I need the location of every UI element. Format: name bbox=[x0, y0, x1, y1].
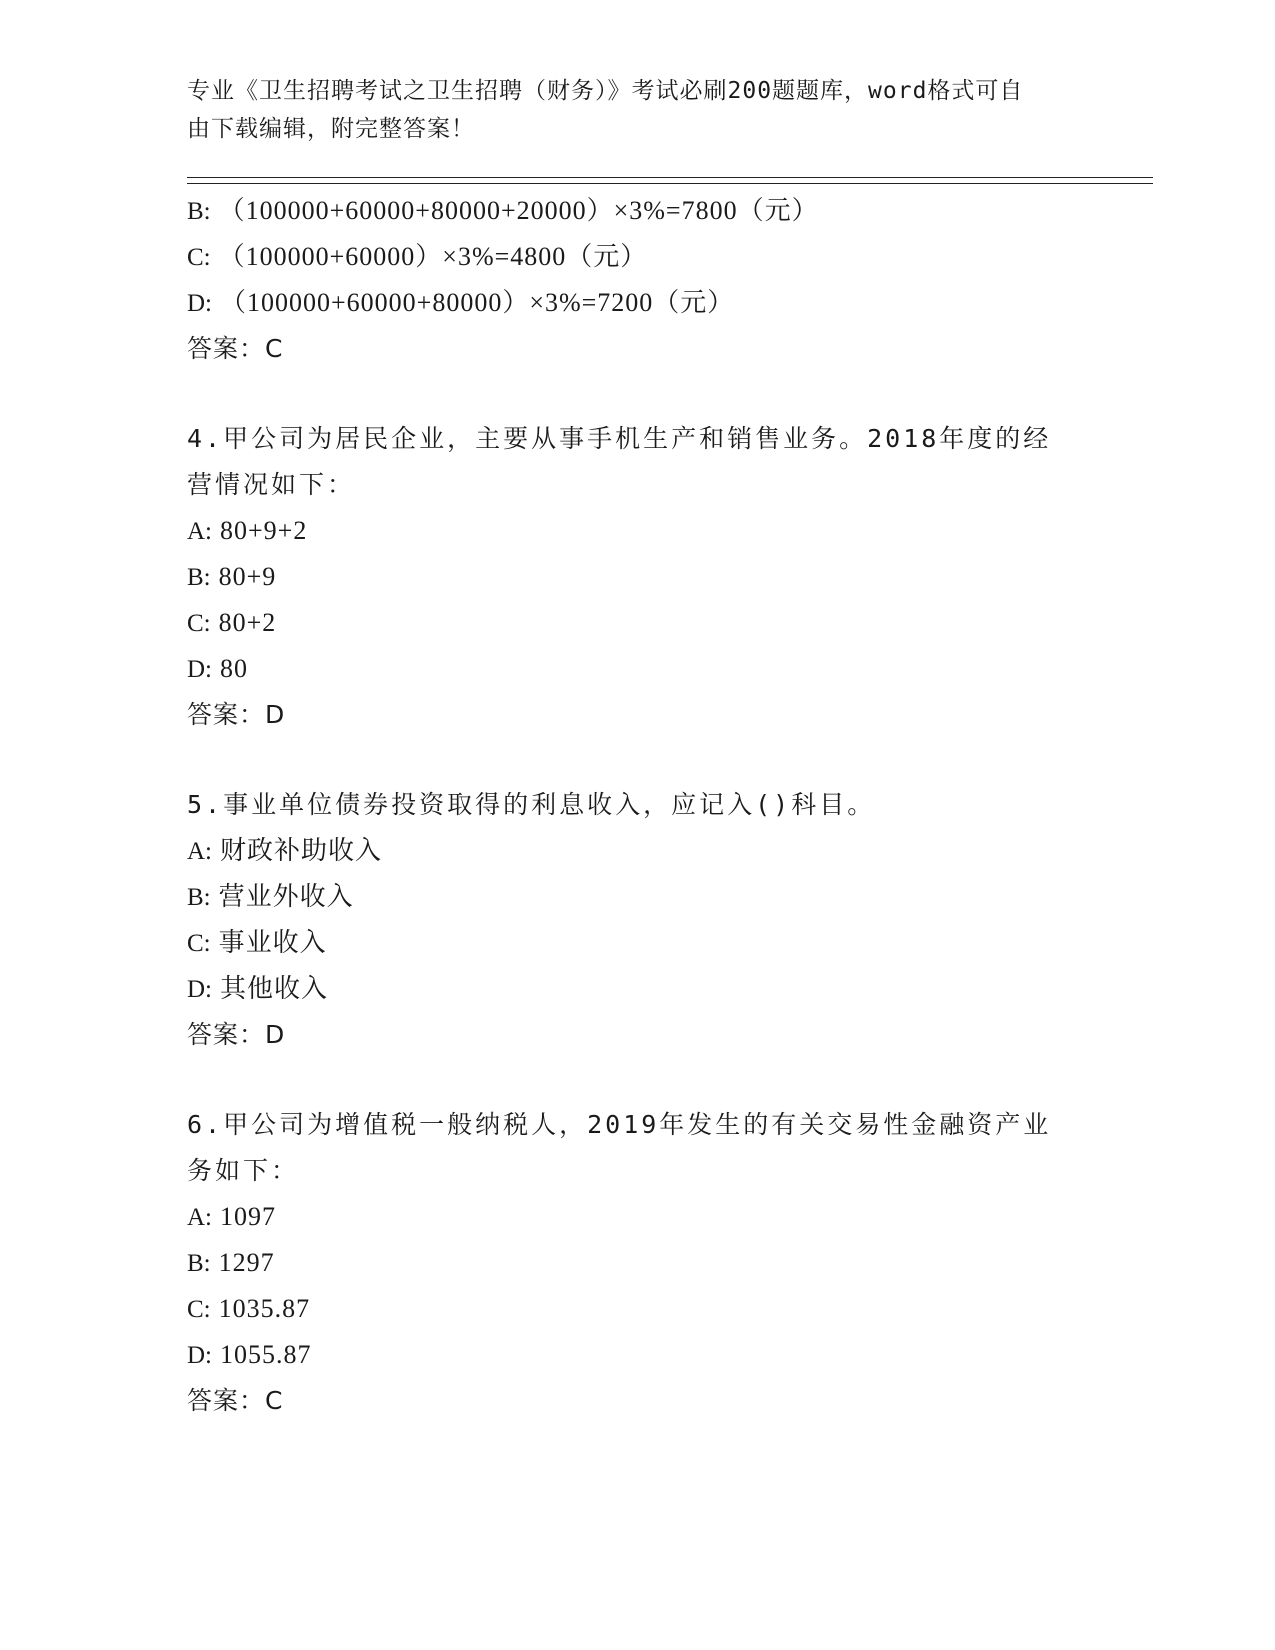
question-stem bbox=[187, 1102, 1067, 1194]
option-letter: D: bbox=[187, 1342, 212, 1369]
option-c bbox=[187, 1286, 1087, 1332]
question-content bbox=[187, 188, 1087, 1424]
option-text: 财政补助收入 bbox=[220, 836, 383, 865]
option-b bbox=[187, 874, 1087, 920]
option-a bbox=[187, 1194, 1087, 1240]
option-d bbox=[187, 1332, 1087, 1378]
answer-line: 答案：D bbox=[187, 1020, 286, 1049]
header-line-1: 专业《卫生招聘考试之卫生招聘（财务）》考试必刷200题题库，word格式可自 bbox=[187, 78, 1024, 104]
question-stem-line-2: 务如下： bbox=[187, 1156, 300, 1185]
question-stem-line-1: 4.甲公司为居民企业，主要从事手机生产和销售业务。2018年度的经 bbox=[187, 424, 1052, 453]
question-stem bbox=[187, 782, 1067, 828]
option-c bbox=[187, 920, 1087, 966]
document-header bbox=[187, 72, 1067, 148]
option-a bbox=[187, 828, 1087, 874]
option-text: 1097 bbox=[220, 1202, 276, 1231]
option-letter: B: bbox=[187, 884, 211, 911]
option-letter: B: bbox=[187, 198, 211, 225]
option-text: 事业收入 bbox=[218, 928, 327, 957]
option-text: 1297 bbox=[218, 1248, 275, 1277]
option-letter: A: bbox=[187, 838, 212, 865]
question-5 bbox=[187, 782, 1087, 1058]
option-c bbox=[187, 234, 1087, 280]
question-stem-line-1: 5.事业单位债券投资取得的利息收入，应记入()科目。 bbox=[187, 790, 876, 819]
option-letter: C: bbox=[187, 930, 211, 957]
option-text: 1035.87 bbox=[218, 1294, 311, 1323]
option-d bbox=[187, 280, 1087, 326]
option-text: （100000+60000+80000）×3%=7200（元） bbox=[220, 288, 735, 317]
option-letter: A: bbox=[187, 518, 212, 545]
header-line-2: 由下载编辑，附完整答案！ bbox=[187, 116, 475, 142]
answer-line: 答案：C bbox=[187, 334, 284, 363]
option-letter: C: bbox=[187, 244, 211, 271]
option-text: 80+2 bbox=[218, 608, 277, 637]
answer-line: 答案：C bbox=[187, 1386, 284, 1415]
option-text: 其他收入 bbox=[220, 974, 329, 1003]
option-text: 营业外收入 bbox=[218, 882, 354, 911]
option-c bbox=[187, 600, 1087, 646]
option-b bbox=[187, 554, 1087, 600]
question-stem-line-2: 营情况如下： bbox=[187, 470, 356, 499]
option-b bbox=[187, 188, 1087, 234]
option-d bbox=[187, 646, 1087, 692]
option-d bbox=[187, 966, 1087, 1012]
option-text: 1055.87 bbox=[220, 1340, 312, 1369]
option-a bbox=[187, 508, 1087, 554]
option-b bbox=[187, 1240, 1087, 1286]
option-text: 80+9 bbox=[218, 562, 277, 591]
question-stem-line-1: 6.甲公司为增值税一般纳税人，2019年发生的有关交易性金融资产业 bbox=[187, 1110, 1052, 1139]
option-letter: D: bbox=[187, 656, 212, 683]
option-text: （100000+60000+80000+20000）×3%=7800（元） bbox=[218, 196, 819, 225]
option-text: 80 bbox=[220, 654, 248, 683]
option-letter: C: bbox=[187, 610, 211, 637]
question-stem bbox=[187, 416, 1067, 508]
option-letter: C: bbox=[187, 1296, 211, 1323]
option-letter: A: bbox=[187, 1204, 212, 1231]
header-divider-top bbox=[187, 177, 1153, 178]
option-letter: D: bbox=[187, 976, 212, 1003]
option-text: 80+9+2 bbox=[220, 516, 308, 545]
option-letter: B: bbox=[187, 1250, 211, 1277]
question-6 bbox=[187, 1102, 1087, 1424]
option-letter: D: bbox=[187, 290, 212, 317]
question-3-continued bbox=[187, 188, 1087, 372]
option-text: （100000+60000）×3%=4800（元） bbox=[218, 242, 648, 271]
question-4 bbox=[187, 416, 1087, 738]
header-divider-bottom bbox=[187, 183, 1153, 184]
option-letter: B: bbox=[187, 564, 211, 591]
answer-line: 答案：D bbox=[187, 700, 286, 729]
